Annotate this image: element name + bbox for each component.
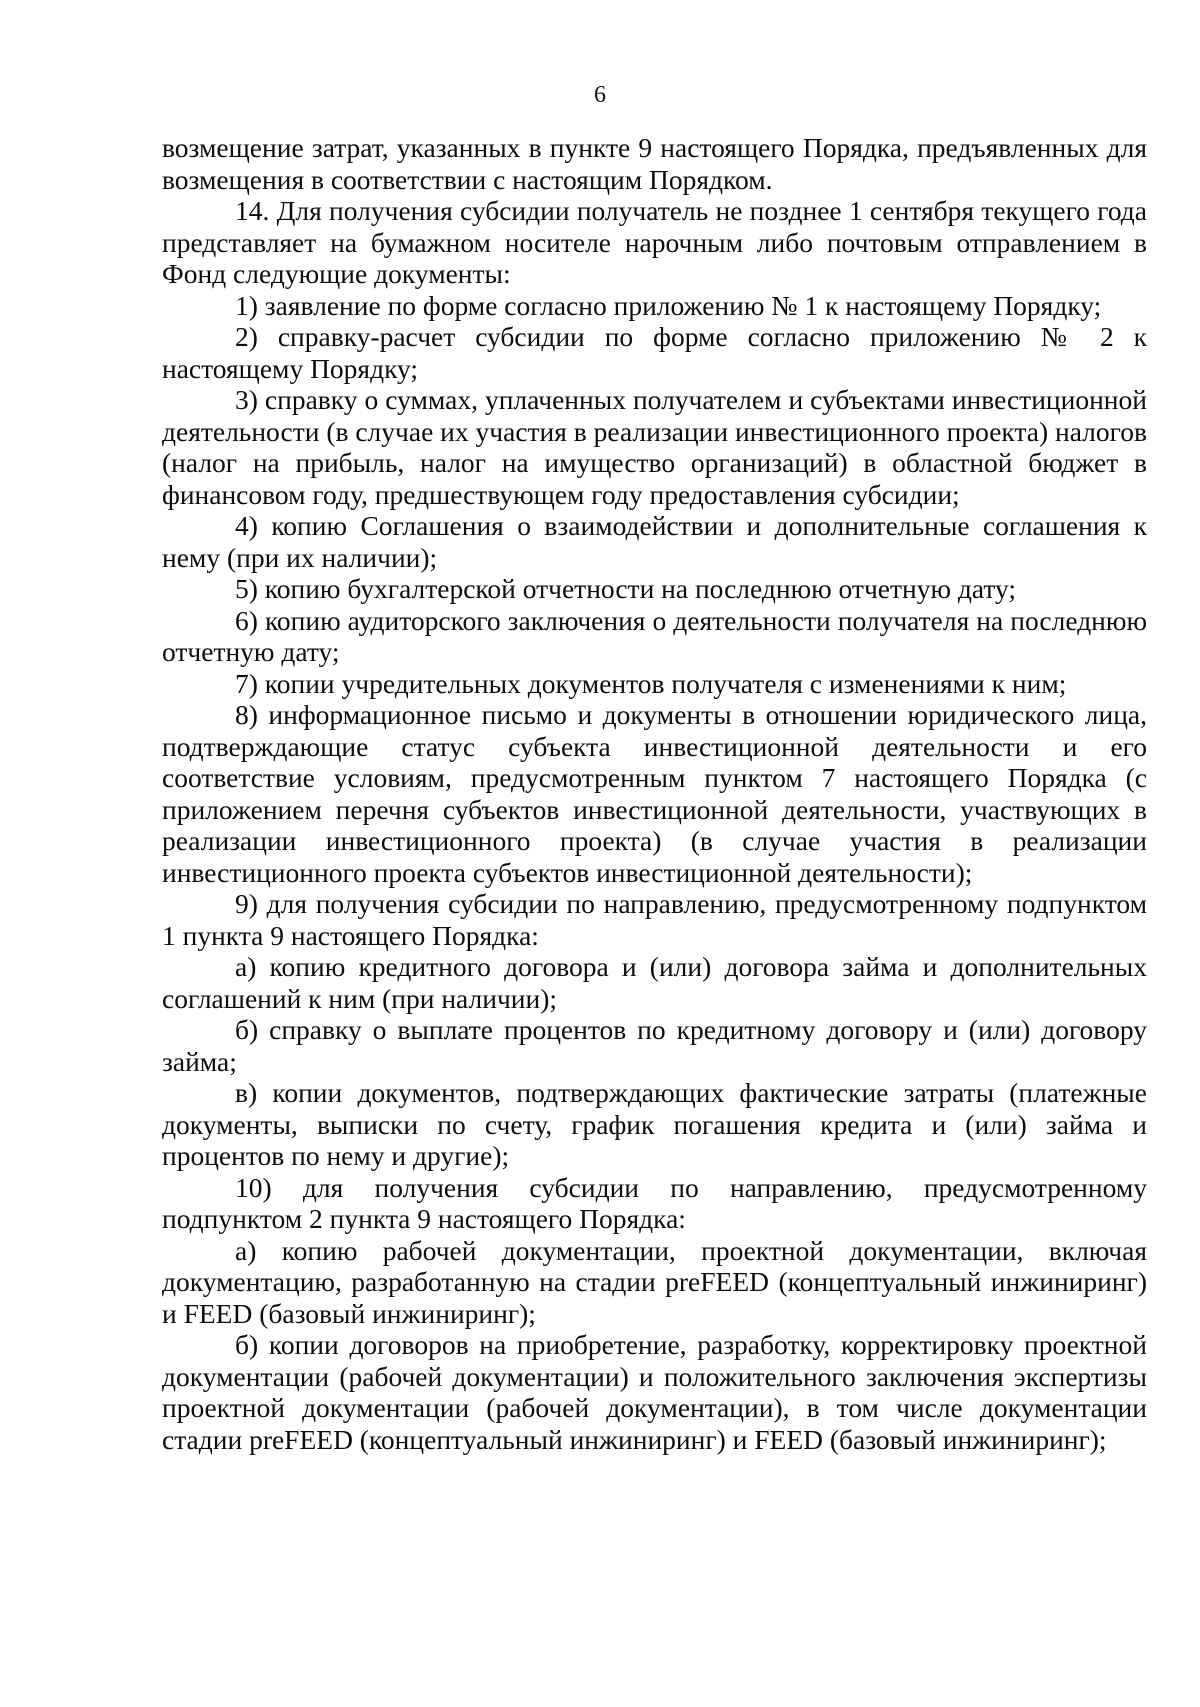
page-number: 6 [594, 82, 606, 108]
list-item-1: 1) заявление по форме согласно приложению № 1 к настоящему Порядку; [235, 289, 1102, 321]
list-item-5: 5) копию бухгалтерской отчетности на последнюю отчетную дату; [235, 573, 1017, 604]
list-item-2: 2) справку-расчет субсидии по форме согласно приложению № 2 к настоящему Порядку; [162, 321, 1147, 384]
paragraph-continuation: возмещение затрат, указанных в пункте 9 настоящего Порядка, предъявленных для возмещения в соответствии с настоящим Порядком. [162, 132, 1147, 195]
sub-item-9v: в) копии документов, подтверждающих фактические затраты (платежные документы, выписки по счету, график погашения кредита и (или) займа и процентов по нему и другие); [162, 1077, 1147, 1171]
sub-item-10b: б) копии договоров на приобретение, разработку, корректировку проектной документации (рабочей документации) и положительного заключения экспертизы проектной документации (рабочей документации), в том числе документации стадии preFEED (концептуальный инжиниринг) и FEED (базовый инжиниринг); [162, 1329, 1147, 1455]
list-item-3: 3) справку о суммах, уплаченных получателем и субъектами инвестиционной деятельности (в случае их участия в реализации инвестиционного проекта) налогов (налог на прибыль, налог на имущество организаций) в областной бюджет в финансовом году, предшествующем году предоставления субсидии; [162, 384, 1147, 510]
list-item-6: 6) копию аудиторского заключения о деятельности получателя на последнюю отчетную дату; [162, 604, 1147, 667]
sub-item-10a: а) копию рабочей документации, проектной документации, включая документацию, разработанную на стадии preFEED (концептуальный инжиниринг) и FEED (базовый инжиниринг); [162, 1234, 1147, 1329]
sub-item-9a: а) копию кредитного договора и (или) договора займа и дополнительных соглашений к ним (при наличии); [162, 951, 1147, 1014]
list-item-7: 7) копии учредительных документов получателя с изменениями к ним; [235, 667, 1067, 699]
sub-item-9b: б) справку о выплате процентов по кредитному договору и (или) договору займа; [162, 1014, 1147, 1077]
list-item-10: 10) для получения субсидии по направлению, предусмотренному подпунктом 2 пункта 9 настоящего Порядка: [162, 1171, 1147, 1234]
paragraph-item-14: 14. Для получения субсидии получатель не позднее 1 сентября текущего года представляет на бумажном носителе нарочным либо почтовым отправлением в Фонд следующие документы: [162, 195, 1147, 289]
document-body [162, 132, 1147, 1455]
list-item-9: 9) для получения субсидии по направлению, предусмотренному подпунктом 1 пункта 9 настоящего Порядка: [162, 888, 1147, 951]
list-item-8: 8) информационное письмо и документы в отношении юридического лица, подтверждающие статус субъекта инвестиционной деятельности и его соответствие условиям, предусмотренным пунктом 7 настоящего Порядка (с приложением перечня субъектов инвестиционной деятельности, участвующих в реализации инвестиционного проекта) (в случае участия в реализации инвестиционного проекта субъектов инвестиционной деятельности); [162, 699, 1147, 888]
list-item-4: 4) копию Соглашения о взаимодействии и дополнительные соглашения к нему (при их наличии); [162, 510, 1147, 573]
